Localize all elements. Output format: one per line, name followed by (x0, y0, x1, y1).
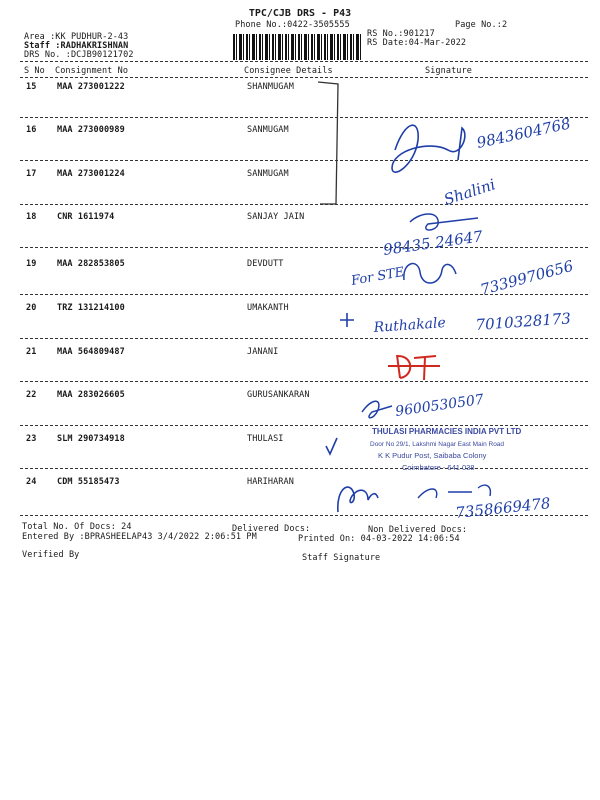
signature-scribble (404, 264, 456, 283)
handwritten-phone: 9843604768 (475, 114, 573, 152)
row-sno: 18 (26, 212, 37, 222)
row-consignment: CDM 55185473 (57, 477, 120, 487)
entered-by: Entered By :BPRASHEELAP43 3/4/2022 2:06:51 PM (22, 532, 257, 542)
tick-mark (326, 438, 337, 454)
total-docs: Total No. Of Docs: 24 (22, 522, 132, 532)
bracket-mark (318, 82, 338, 204)
handwritten-phone: 7339970656 (478, 256, 576, 299)
svg-text:K K Pudur Post, Saibaba Colony: K K Pudur Post, Saibaba Colony (378, 451, 487, 460)
row-consignment: CNR 1611974 (57, 212, 115, 222)
row-consignee: THULASI (247, 434, 284, 444)
signature-scribble (410, 214, 478, 230)
row-consignee: GURUSANKARAN (247, 390, 310, 400)
row-consignee: SANMUGAM (247, 169, 289, 179)
row-consignee: SANJAY JAIN (247, 212, 305, 222)
signature-scribble (362, 401, 392, 418)
col-consignee: Consignee Details (244, 66, 333, 76)
col-consignment: Consignment No (55, 66, 129, 76)
red-marker-scribble (388, 355, 440, 380)
row-consignee: UMAKANTH (247, 303, 289, 313)
row-sno: 15 (26, 82, 37, 92)
signature-scribble (338, 487, 378, 512)
row-consignment: MAA 273001222 (57, 82, 125, 92)
row-consignee: HARIHARAN (247, 477, 294, 487)
staff-label: Staff :RADHAKRISHNAN (24, 41, 129, 51)
row-consignee: SHANMUGAM (247, 82, 294, 92)
row-consignment: MAA 273000989 (57, 125, 125, 135)
col-sno: S No (24, 66, 45, 76)
company-stamp (370, 427, 522, 472)
signature-scribble (418, 485, 490, 498)
row-consignment: MAA 564809487 (57, 347, 125, 357)
rs-date: RS Date:04-Mar-2022 (367, 38, 467, 48)
row-consignment: TRZ 131214100 (57, 303, 125, 313)
svg-text:Coimbatore - 641 038: Coimbatore - 641 038 (402, 463, 475, 472)
handwritten-phone: 98435 24647 (382, 227, 484, 259)
page-number: Page No.:2 (455, 20, 508, 30)
verified-by: Verified By (22, 550, 80, 560)
plus-mark (340, 313, 354, 327)
delivered-docs: Delivered Docs: (232, 524, 311, 534)
svg-text:Door No 29/1, Lakshmi Nagar Ea: Door No 29/1, Lakshmi Nagar East Main Road (370, 441, 505, 448)
row-consignment: MAA 273001224 (57, 169, 125, 179)
phone-number: Phone No.:0422-3505555 (235, 20, 350, 30)
staff-signature: Staff Signature (302, 553, 381, 563)
row-sno: 21 (26, 347, 37, 357)
row-consignee: SANMUGAM (247, 125, 289, 135)
row-sno: 24 (26, 477, 37, 487)
area-label: Area :KK PUDHUR-2-43 (24, 32, 129, 42)
document-title: TPC/CJB DRS - P43 (248, 8, 352, 19)
drs-number: DRS No. :DCJB90121702 (24, 50, 134, 60)
handwritten-name: Shalini (441, 175, 498, 209)
row-consignment: MAA 282853805 (57, 259, 125, 269)
rs-number: RS No.:901217 (367, 29, 435, 39)
row-consignee: DEVDUTT (247, 259, 284, 269)
non-delivered-docs: Non Delivered Docs: (368, 525, 468, 535)
row-consignment: SLM 290734918 (57, 434, 125, 444)
row-sno: 20 (26, 303, 37, 313)
printed-on: Printed On: 04-03-2022 14:06:54 (298, 534, 460, 544)
row-consignment: MAA 283026605 (57, 390, 125, 400)
svg-text:THULASI PHARMACIES INDIA PVT L: THULASI PHARMACIES INDIA PVT LTD (372, 427, 522, 436)
handwritten-phone: 7010328173 (475, 309, 572, 334)
col-signature: Signature (425, 66, 472, 76)
row-consignee: JANANI (247, 347, 279, 357)
handwritten-name: Ruthakale (373, 314, 447, 336)
row-sno: 17 (26, 169, 37, 179)
row-sno: 19 (26, 259, 37, 269)
signature-scribble (392, 125, 465, 172)
handwritten-phone: 7358669478 (454, 494, 552, 522)
handwritten-phone: 9600530507 (394, 391, 485, 420)
handwritten-note: For STE (350, 264, 406, 289)
row-sno: 22 (26, 390, 37, 400)
row-sno: 23 (26, 434, 37, 444)
row-sno: 16 (26, 125, 37, 135)
